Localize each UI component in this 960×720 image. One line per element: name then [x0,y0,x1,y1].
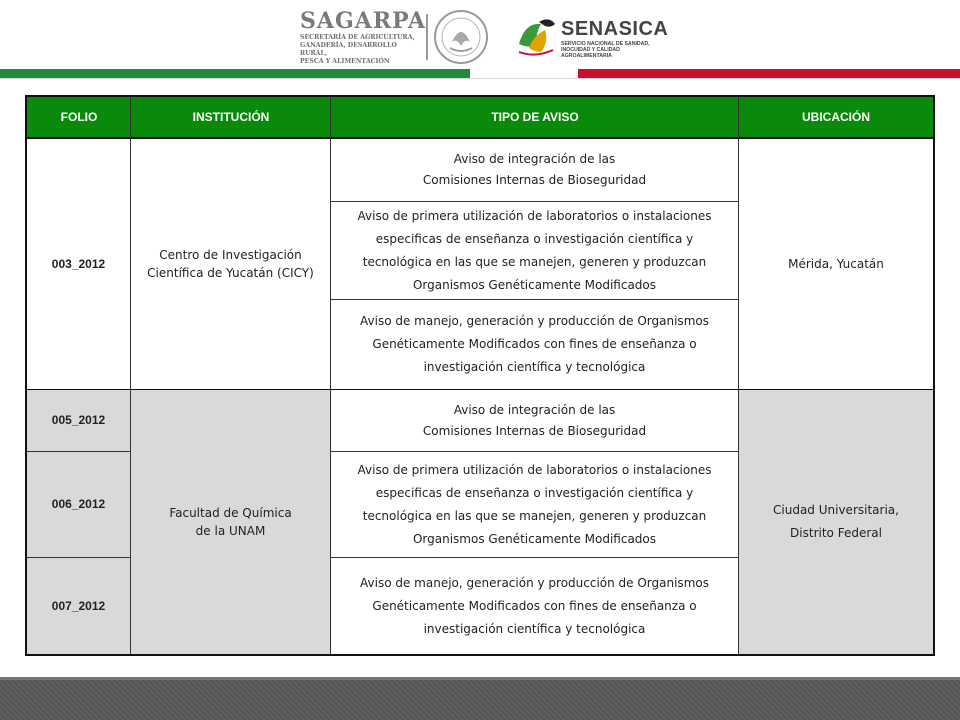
mexico-seal-icon [432,8,490,66]
institucion-cell [131,390,330,654]
institucion-line: Científica de Yucatán (CICY) [147,266,314,280]
folio-cell: 007_2012 [51,598,106,613]
aviso-line: especificas de enseñanza o investigación científica y [375,231,694,246]
aviso-line: Aviso de integración de las [453,402,616,417]
column-header-institucion: INSTITUCIÓN [131,97,331,139]
senasica-emblem-icon [515,14,559,58]
sagarpa-name: SAGARPA [300,8,427,34]
aviso-line: Aviso de primera utilización de laboratorios o instalaciones [357,462,712,477]
aviso-cell [331,452,738,557]
aviso-line: investigación científica y tecnológica [423,621,646,636]
column-header-tipo-aviso: TIPO DE AVISO [331,97,739,139]
ubicacion-cell: Mérida, Yucatán [788,256,884,271]
institucion-line: Centro de Investigación [159,248,302,262]
aviso-cell [331,558,738,654]
aviso-line: Aviso de manejo, generación y producción de Organismos [360,575,709,590]
aviso-line: Aviso de manejo, generación y producción de Organismos [360,314,709,328]
senasica-name: SENASICA [561,18,669,40]
ubicacion-cell [739,390,933,654]
aviso-cell [331,139,738,201]
senasica-logo [515,14,669,64]
header-divider [0,78,960,79]
aviso-cell [331,202,738,299]
avisos-table [25,95,935,656]
senasica-subtitle [561,41,661,59]
page-header [0,0,960,72]
aviso-line: Genéticamente Modificados con fines de enseñanza o [372,337,697,351]
logo-divider [426,14,428,60]
aviso-line: Genéticamente Modificados con fines de enseñanza o [372,598,697,613]
folio-cell: 003_2012 [51,256,106,271]
column-header-ubicacion: UBICACIÓN [739,97,933,139]
institucion-line: de la UNAM [195,524,266,538]
sagarpa-logo [300,8,427,66]
aviso-line: Organismos Genéticamente Modificados [412,531,657,546]
aviso-line: Comisiones Internas de Bioseguridad [422,173,647,187]
aviso-line: investigación científica y tecnológica [423,360,646,374]
senasica-subtitle-3: AGROALIMENTARIA [561,53,612,59]
aviso-line: Aviso de primera utilización de laboratorios o instalaciones [357,208,712,223]
aviso-line: especificas de enseñanza o investigación científica y [375,485,694,500]
sagarpa-subtitle-3: PESCA Y ALIMENTACIÓN [300,58,390,65]
senasica-subtitle-2: INOCUIDAD Y CALIDAD [561,47,620,53]
red-stripe [578,69,960,78]
sagarpa-subtitle-1: SECRETARÍA DE AGRICULTURA, [300,34,415,41]
column-header-folio: FOLIO [27,97,131,139]
aviso-line: tecnológica en las que se manejen, generen y produzcan [362,254,707,269]
aviso-line: Aviso de integración de las [453,152,616,166]
aviso-line: tecnológica en las que se manejen, generen y produzcan [362,508,707,523]
aviso-line: Organismos Genéticamente Modificados [412,277,657,292]
folio-cell: 005_2012 [51,413,106,427]
institucion-cell [131,139,330,389]
ubicacion-line: Distrito Federal [790,526,882,540]
institucion-line: Facultad de Química [169,506,292,520]
ubicacion-line: Ciudad Universitaria, [773,503,899,517]
sagarpa-subtitle-2: GANADERÍA, DESARROLLO RURAL, [300,42,397,57]
aviso-line: Comisiones Internas de Bioseguridad [422,423,647,438]
green-stripe [0,69,470,78]
aviso-cell [331,300,738,389]
footer-bar [0,680,960,720]
senasica-subtitle-1: SERVICIO NACIONAL DE SANIDAD, [561,41,650,47]
folio-cell: 006_2012 [51,497,106,511]
aviso-cell [331,390,738,451]
